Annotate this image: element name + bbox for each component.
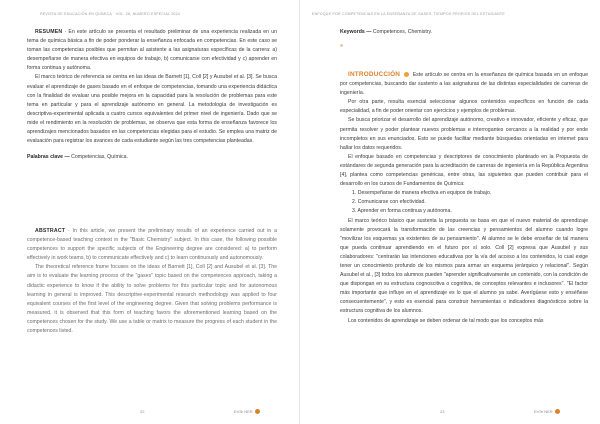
intro-paragraph-5: El marco teórico básico que sustenta la propuesta se basa en que el nuevo material de aprendizaje solamente provocará la transformación de las creencias y pensamientos del alumno cuando logre "movilizar los esquemas ya existentes de su pensamiento". Al alumno se le debe enseñar de tal manera que pueda continuar aprendiendo en el futuro por sí solo. Coll [2] expresa que Ausubel y sus colaboradores: "centrarán las intenciones educativas por la vía del acceso a los contenidos, lo cual exige tener un conocimiento profundo de los mismos para armar un esquema jerárquico y relacional". Según Ausubel et al., [3] todos los alumnos pueden "aprender significativamente un contenido, con la condición de que dispongan en su estructura cognoscitiva o cognitiva, de conceptos relevantes e inclusores". "El factor más importante que influye en el aprendizaje es lo que el alumno ya sabe. Averígüese esto y enséñese consecuentemente", y esto es esencial para construir herramientas o indicadores diagnósticos sobre la estructura cognitiva de los alumnos. <box>340 217 588 315</box>
intro-heading: INTRODUCCIÓN <box>348 71 401 78</box>
competences-list <box>340 189 588 216</box>
running-head-right: ENFOQUE POR COMPETENCIAS EN LA ENSEÑANZA DE GASES: TIEMPOS PROPIOS DEL ESTUDIANTE <box>312 12 505 16</box>
intro-paragraph-1: Este artículo se centra en la enseñanza de química basada en un enfoque por competencias, buscando dar sustento a las asignaturas de las distintas especialidades de carreras de ingeniería. <box>340 72 588 97</box>
resumen-paragraph-2: El marco teórico de referencia se centra en las ideas de Barnett [1], Coll [2] y Ausubel et al. [3]. Se busca evaluar el aprendizaje de gases basado en el enfoque de competencias, tomando una experiencia didáctica con la finalidad de evaluar una posible mejora en la capacidad para la resolución de problemas para este tema en particular y para el aprendizaje autónomo en general. La metodología de investigación es descriptiva-experimental aplicada a cuatro cursos equivalentes del primer nivel de ingeniería. Dado que se mide el rendimiento en la resolución de problemas, se observa que esta forma de enseñanza favorece los aprendizajes mencionados basados en las competencias elegidas para el estudio. Se emplea una matriz de evaluación para registrar los avances de cada estudiante según las tres competencias planteadas. <box>27 74 277 145</box>
abstract-text: In this article, we present the preliminary results of an experience carried out in a competence-based teaching context in the "Basic Chemistry" subject. In this case, the following possible competences to support the specific subjects of the Engineering degree are considered: a) to perform effectively in work teams, b) to communicate effectively and c) to learn continuously and autonomously. <box>27 228 277 262</box>
keywords-en-label: Keywords — <box>340 29 372 35</box>
intro-paragraph-6: Los contenidos de aprendizaje se deben ordenar de tal modo que los conceptos más <box>348 317 544 324</box>
journal-brand-left <box>234 409 260 414</box>
abstract-english: ABSTRACT · In this article, we present the preliminary results of an experience carried out in a competence-based teaching context in the "Basic Chemistry" subject. In this case, the following possible competences to support the specific subjects of the Engineering degree are considered: a) to perform effectively in work teams, b) to communicate effectively and c) to learn continuously and autonomously. The theoretical reference frame focuses on the ideas of Barnett [1], Coll [2] and Ausubel et al. [3]. The aim is to evaluate the learning process of the "gases" topic based on the competences approach, taking a didactic experience to know if the ability to solve problems for this particular topic and for autonomous learning in general is improved. This descriptive-experimental research methodology was applied to four equivalent courses of the first level of the engineering degree. Given that solving problems performance is measured, it is observed that this form of teaching favors the aforementioned learning based on the competences chosen for the study. We use a table or matrix to measure the progress of each student in the competences listed. <box>27 227 277 336</box>
list-item: 3. Aprender en forma continua y autónoma. <box>352 208 452 215</box>
folio-left: 22 <box>140 409 145 414</box>
keywords-english <box>340 28 588 51</box>
keywords-es-label: Palabras clave — <box>27 154 70 161</box>
list-item: 2. Comunicarse con efectividad. <box>352 199 426 206</box>
brand-label-left: EnTe NER <box>234 409 253 414</box>
keywords-en-values: Competences, Chemistry. <box>372 29 433 35</box>
abstract-label: ABSTRACT <box>35 228 66 234</box>
keywords-es <box>27 153 277 162</box>
continuation-mark: » <box>340 43 343 50</box>
intro-paragraph-3: Se busca priorizar el desarrollo del aprendizaje autónomo, creativo e innovador, eficiente y eficaz, que permita resolver y poder plantear nuevos problemas e interrogantes cercanos a la realidad y por ende incompletos en sus enunciados. Esto se puede facilitar mediante búsquedas orientadas en internet para hallar los datos requeridos. <box>340 117 588 151</box>
folio-right: 23 <box>440 409 445 414</box>
list-item: 1. Desempeñarse de manera efectiva en equipos de trabajo. <box>352 190 492 197</box>
resumen-label: RESUMEN <box>35 29 63 35</box>
running-head-left: REVISTA DE EDUCACIÓN EN QUÍMICA · VOL. 28, NÚMERO ESPECIAL 2024 <box>40 12 181 16</box>
intro-paragraph-2: Por otra parte, resulta esencial seleccionar algunos contenidos específicos en función de cada especialidad, a fin de poder orientar con ejercicios y ejemplos de problemas. <box>340 99 588 115</box>
abstract-spanish: RESUMEN · En este artículo se presenta el resultado preliminar de una experiencia realizada en un tema de química básica a fin de poder ponderar la enseñanza enfocada en competencias. En este caso se toman las competencias posibles que permitan al asistente a las asignaturas específicas de la carrera: a) desempeñarse de manera efectiva en equipos de trabajo, b) comunicarse con efectividad y c) aprender en forma continua y autónoma. El marco teórico de referencia se centra en las ideas de Barnett [1], Coll [2] y Ausubel et al. [3]. Se busca evaluar el aprendizaje de gases basado en el enfoque de competencias, tomando una experiencia didáctica con la finalidad de evaluar una posible mejora en la capacidad para la resolución de problemas para este tema en particular y para el aprendizaje autónomo en general. La metodología de investigación es descriptiva-experimental aplicada a cuatro cursos equivalentes del primer nivel de ingeniería. Dado que se mide el rendimiento en la resolución de problemas, se observa que esta forma de enseñanza favorece los aprendizajes mencionados basados en las competencias elegidas para el estudio. Se emplea una matriz de evaluación para registrar los avances de cada estudiante según las tres competencias planteadas. Palabras clave — Competencias, Química. <box>27 28 277 162</box>
intro-paragraph-4: El enfoque basado en competencias y descriptores de conocimiento planteado en la Propuesta de estándares de segunda generación para la acreditación de carreras de ingeniería en la República Argentina [4], plantea como competencias genéricas, entre otras, las siguientes que pueden contribuir para el desarrollo en los cursos de Fundamentos de Química: <box>340 153 588 188</box>
brand-label: EnTe NER <box>534 409 553 414</box>
brand-logo-icon-left <box>255 409 260 414</box>
resumen-text: En este artículo se presenta el resultado preliminar de una experiencia realizada en un tema de química básica a fin de poder ponderar la enseñanza enfocada en competencias. En este caso se toman las competencias posibles que permitan al asistente a las asignaturas específicas de la carrera: a) desempeñarse de manera efectiva en equipos de trabajo, b) comunicarse con efectividad y c) aprender en forma continua y autónoma. <box>27 29 277 72</box>
right-page <box>300 0 600 424</box>
journal-brand <box>534 409 560 414</box>
section-bullet-icon <box>404 72 409 77</box>
abstract-paragraph-2: The theoretical reference frame focuses on the ideas of Barnett [1], Coll [2] and Ausubel et al. [3]. The aim is to evaluate the learning process of the "gases" topic based on the competences approach, taking a didactic experience to know if the ability to solve problems for this particular topic and for autonomous learning in general is improved. This descriptive-experimental research methodology was applied to four equivalent courses of the first level of the engineering degree. Given that solving problems performance is measured, it is observed that this form of teaching favors the aforementioned learning based on the competences chosen for the study. We use a table or matrix to measure the progress of each student in the competences listed. <box>27 264 277 335</box>
keywords-es-values: Competencias, Química. <box>71 154 128 161</box>
introduction-section <box>340 70 588 326</box>
brand-logo-icon <box>555 409 560 414</box>
